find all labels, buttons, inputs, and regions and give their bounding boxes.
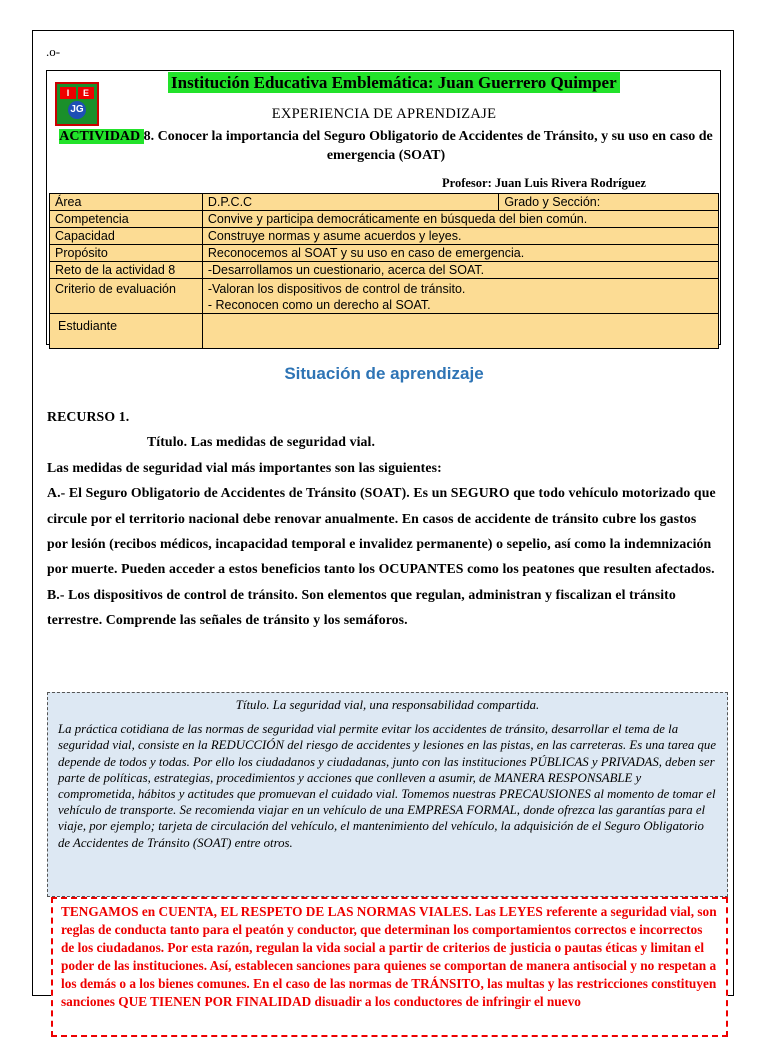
institution-title: Institución Educativa Emblemática: Juan Guerrero Quimper: [168, 72, 620, 93]
area-label: Área: [50, 194, 203, 211]
table-row: [50, 194, 719, 211]
note-text: TENGAMOS en CUENTA, EL RESPETO DE LAS NORMAS VIALES. Las LEYES referente a seguridad vial, son reglas de conducta tanto para el peatón y conductor, que determinan los comportamientos correctos e incorrectos de los ciudadanos. Por esta razón, regulan la vida social a partir de criterios de justicia o pautas éticas y limitan el poder de las instituciones. Así, establecen sanciones para quienes se comportan de manera antisocial y no respetan a los demás o a los bienes comunes. En el caso de las normas de TRÁNSITO, las multas y las restricciones constituyen sanciones QUE TIENEN POR FINALIDAD disuadir a los conductores de infringir el nuevo: [61, 904, 717, 1009]
estudiante-label: Estudiante: [50, 314, 203, 349]
estudiante-value[interactable]: [202, 314, 718, 349]
logo-right-text: E: [78, 87, 94, 99]
table-row: [50, 279, 719, 314]
reading-title: Título. La seguridad vial, una responsabilidad compartida.: [235, 698, 540, 712]
resource-text: [47, 404, 719, 633]
row-value: Convive y participa democráticamente en búsqueda del bien común.: [202, 211, 718, 228]
resource-heading: RECURSO 1.: [47, 409, 130, 424]
criterio-line-2: - Reconocen como un derecho al SOAT.: [207, 298, 431, 312]
table-row: [50, 228, 719, 245]
reading-text: La práctica cotidiana de las normas de seguridad vial permite evitar los accidentes de tránsito, desarrollar el tema de la seguridad vial, consiste en la REDUCCIÓN del riesgo de accidentes y lesiones en las pistas, en las carreteras. Es una tarea que depende de todos y todas. Por ello los ciudadanos y ciudadanas, junto con las instituciones PÚBLICAS y PRIVADAS, deben ser parte de políticas, estrategias, procedimientos y acciones que conlleven a asumir, de MANERA RESPONSABLE y comprometida, hábitos y actitudes que promuevan el cuidado vial. Tomemos nuestras PRECAUSIONES al momento de tomar el vehículo de transporte. Se recomienda viajar en un vehículo de una EMPRESA FORMAL, donde ofrezca las garantías para el viaje, por ejemplo; tarjeta de circulación del vehículo, el mantenimiento del vehículo, la adquisición de el Seguro Obligatorio de Accidentes de Tránsito (SOAT) entre otros.: [58, 722, 716, 850]
activity-label: ACTIVIDAD: [59, 129, 144, 144]
row-label: Competencia: [50, 211, 203, 228]
criterio-label: Criterio de evaluación: [50, 279, 203, 314]
experience-title: EXPERIENCIA DE APRENDIZAJE: [271, 106, 497, 122]
row-value: Construye normas y asume acuerdos y leyes.: [202, 228, 718, 245]
resource-title: Título. Las medidas de seguridad vial.: [147, 434, 376, 450]
row-label: Propósito: [50, 245, 203, 262]
grado-label: Grado y Sección:: [499, 194, 719, 211]
row-label: Capacidad: [50, 228, 203, 245]
logo-emblem: JG: [68, 101, 86, 119]
row-label: Reto de la actividad 8: [50, 262, 203, 279]
row-value: -Desarrollamos un cuestionario, acerca del SOAT.: [202, 262, 718, 279]
info-table: [49, 193, 719, 349]
row-value: Reconocemos al SOAT y su uso en caso de emergencia.: [202, 245, 718, 262]
note-box: [51, 897, 728, 1037]
resource-intro: Las medidas de seguridad vial más importantes son las siguientes:: [47, 459, 442, 475]
table-row: [50, 245, 719, 262]
professor-name: Profesor: Juan Luis Rivera Rodríguez: [442, 176, 646, 190]
activity-heading: [56, 127, 716, 165]
top-mark: .o-: [46, 44, 61, 59]
reading-box: [47, 692, 728, 897]
criterio-line-1: -Valoran los dispositivos de control de tránsito.: [207, 282, 466, 296]
activity-text: 8. Conocer la importancia del Seguro Obligatorio de Accidentes de Tránsito, y su uso en caso de emergencia (SOAT): [143, 129, 713, 163]
logo-left-text: I: [60, 87, 76, 99]
table-row: [50, 262, 719, 279]
situation-title: Situación de aprendizaje: [284, 364, 484, 383]
point-a: A.- El Seguro Obligatorio de Accidentes de Tránsito (SOAT). Es un SEGURO que todo vehículo motorizado que circule por el territorio nacional debe renovar anualmente. En casos de accidente de tránsito cubre los gastos por lesión (recibos médicos, incapacidad temporal e invalidez permanente) o sepelio, así como la indemnización por muerte. Pueden acceder a estos beneficios tanto los OCUPANTES como los peatones que resulten afectados.: [47, 485, 716, 577]
criterio-value: [202, 279, 718, 314]
table-row: [50, 211, 719, 228]
area-value: D.P.C.C: [202, 194, 498, 211]
point-b: B.- Los dispositivos de control de tránsito. Son elementos que regulan, administran y fiscalizan el tránsito terrestre. Comprende las señales de tránsito y los semáforos.: [47, 586, 676, 628]
table-row: [50, 314, 719, 349]
